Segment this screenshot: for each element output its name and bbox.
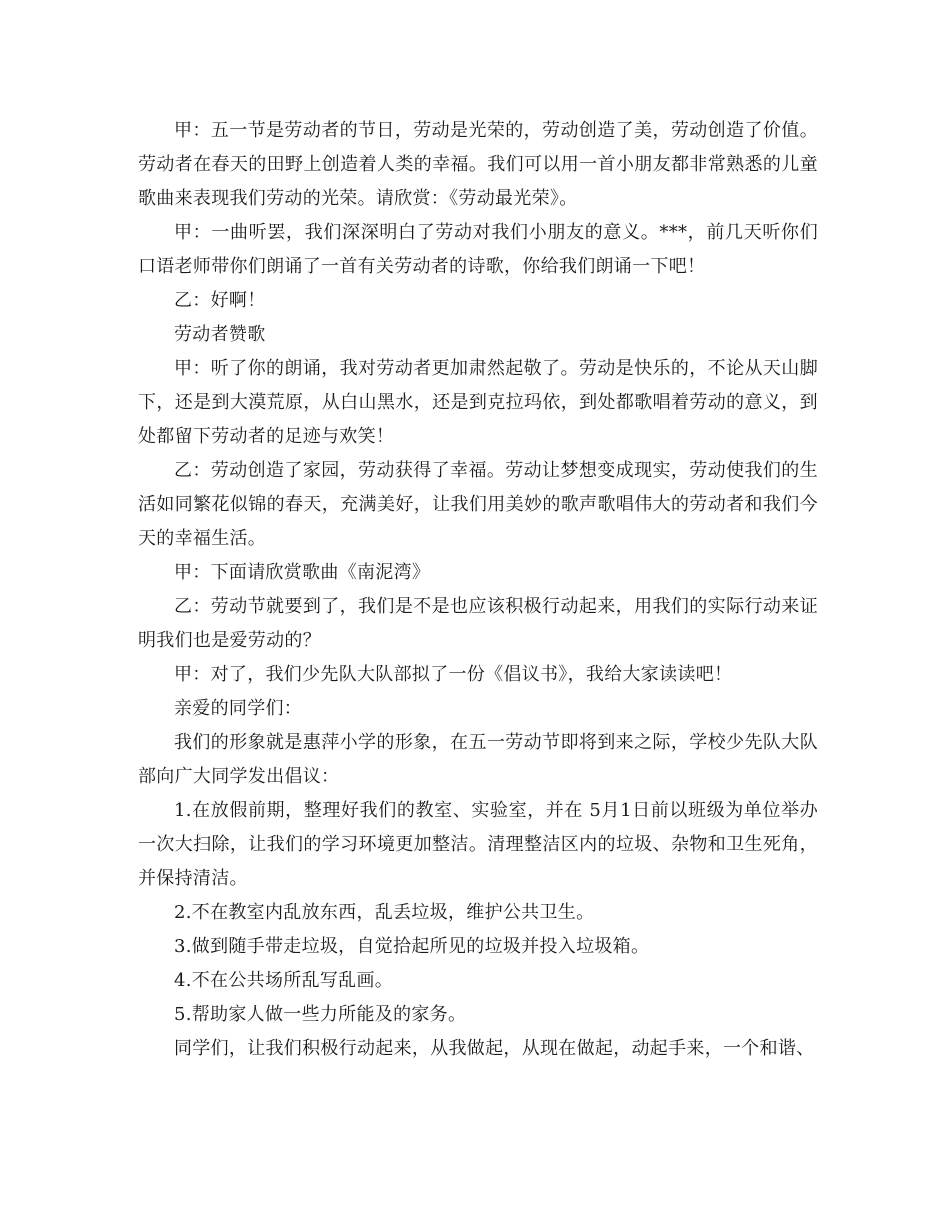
letter-salutation: 亲爱的同学们：: [174, 698, 303, 719]
proposal-item-3: 3.做到随手带走垃圾，自觉拾起所见的垃圾并投入垃圾箱。: [174, 936, 650, 957]
paragraph-11: 我们的形象就是惠萍小学的形象，在五一劳动节即将到来之际，学校少先队大队部向广大同学发出倡议：: [138, 732, 818, 787]
paragraph-17: 同学们，让我们积极行动起来，从我做起，从现在做起，动起手来，一个和谐、: [174, 1038, 815, 1059]
document-body: [138, 114, 818, 1066]
paragraph-3: 乙：好啊！: [174, 290, 266, 311]
proposal-item-2: 2.不在教室内乱放东西，乱丢垃圾，维护公共卫生。: [174, 902, 595, 923]
proposal-item-1: 1.在放假前期，整理好我们的教室、实验室，并在 5月1日前以班级为单位举办一次大扫除，让我们的学习环境更加整洁。清理整洁区内的垃圾、杂物和卫生死角，并保持清洁。: [138, 800, 818, 889]
proposal-item-4: 4.不在公共场所乱写乱画。: [174, 970, 394, 991]
paragraph-2: 甲：一曲听罢，我们深深明白了劳动对我们小朋友的意义。***，前几天听你们口语老师带你们朗诵了一首有关劳动者的诗歌，你给我们朗诵一下吧！: [138, 222, 818, 277]
paragraph-5: 甲：听了你的朗诵，我对劳动者更加肃然起敬了。劳动是快乐的，不论从天山脚下，还是到大漠荒原，从白山黑水，还是到克拉玛依，到处都歌唱着劳动的意义，到处都留下劳动者的足迹与欢笑！: [138, 358, 818, 447]
paragraph-1: 甲：五一节是劳动者的节日，劳动是光荣的，劳动创造了美，劳动创造了价值。劳动者在春天的田野上创造着人类的幸福。我们可以用一首小朋友都非常熟悉的儿童歌曲来表现我们劳动的光荣。请欣赏：《劳动最光荣》。: [138, 120, 818, 209]
poem-title: 劳动者赞歌: [174, 324, 266, 345]
paragraph-8: 乙：劳动节就要到了，我们是不是也应该积极行动起来，用我们的实际行动来证明我们也是爱劳动的？: [138, 596, 818, 651]
paragraph-9: 甲：对了，我们少先队大队部拟了一份《倡议书》，我给大家读读吧！: [174, 664, 733, 685]
proposal-item-5: 5.帮助家人做一些力所能及的家务。: [174, 1004, 467, 1025]
paragraph-7: 甲：下面请欣赏歌曲《南泥湾》: [174, 562, 431, 583]
paragraph-6: 乙：劳动创造了家园，劳动获得了幸福。劳动让梦想变成现实，劳动使我们的生活如同繁花似锦的春天，充满美好，让我们用美妙的歌声歌唱伟大的劳动者和我们今天的幸福生活。: [138, 460, 818, 549]
